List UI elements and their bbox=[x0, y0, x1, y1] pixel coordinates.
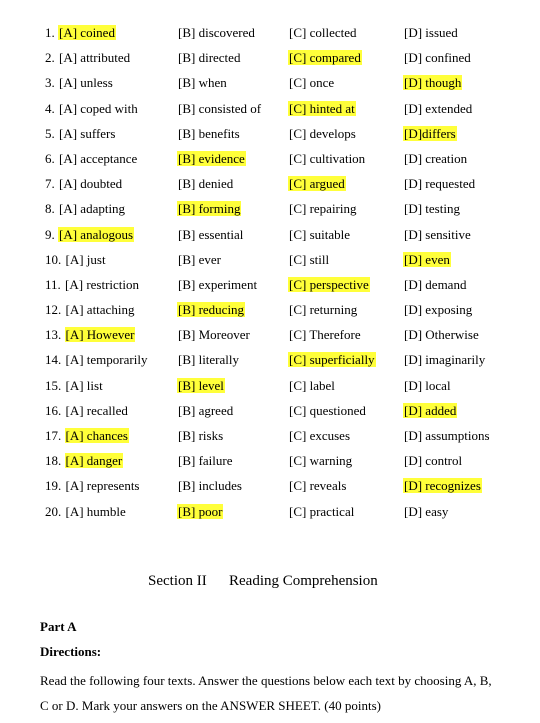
option-d-cell bbox=[403, 174, 476, 194]
option-c-cell bbox=[288, 350, 376, 370]
question-number-and-option-a bbox=[45, 99, 139, 119]
question-row bbox=[0, 348, 540, 373]
option-c-cell bbox=[288, 250, 330, 270]
option-b-cell bbox=[177, 426, 224, 446]
option-c: [C] develops bbox=[289, 125, 356, 141]
option-d-cell bbox=[403, 199, 461, 219]
option-d-cell bbox=[403, 325, 480, 345]
option-c: [C] warning bbox=[289, 453, 353, 469]
question-row bbox=[0, 21, 540, 46]
option-d: [D] local bbox=[404, 377, 451, 393]
question-number: 18. bbox=[45, 453, 62, 469]
option-c: [C] label bbox=[289, 377, 335, 393]
option-b: [B] consisted of bbox=[178, 100, 262, 116]
question-number: 1. bbox=[45, 25, 55, 40]
option-b: [B] includes bbox=[178, 478, 242, 494]
question-row bbox=[0, 122, 540, 147]
option-b-cell bbox=[177, 99, 262, 119]
option-b: [B] directed bbox=[178, 50, 241, 66]
question-number: 13. bbox=[45, 327, 62, 343]
option-d: [D]differs bbox=[404, 125, 456, 141]
question-number: 11. bbox=[45, 276, 61, 292]
option-b-cell bbox=[177, 225, 244, 245]
option-b: [B] level bbox=[178, 377, 224, 393]
option-c-cell bbox=[288, 300, 358, 320]
option-a: [A] doubted bbox=[59, 176, 123, 192]
question-row bbox=[0, 298, 540, 323]
option-d-cell bbox=[403, 99, 473, 119]
option-c-cell bbox=[288, 73, 335, 93]
question-row bbox=[0, 71, 540, 96]
option-b: [B] failure bbox=[178, 453, 233, 469]
option-b-cell bbox=[177, 300, 245, 320]
option-c-cell bbox=[288, 23, 358, 43]
option-d-cell bbox=[403, 451, 463, 471]
option-c: [C] hinted at bbox=[289, 100, 355, 116]
option-b-cell bbox=[177, 476, 243, 496]
option-a: [A] analogous bbox=[59, 226, 134, 242]
question-number: 12. bbox=[45, 302, 62, 318]
option-c-cell bbox=[288, 426, 351, 446]
option-c-cell bbox=[288, 48, 362, 68]
option-c: [C] repairing bbox=[289, 201, 357, 217]
question-row bbox=[0, 273, 540, 298]
part-heading: Part A bbox=[40, 619, 77, 634]
question-number-and-option-a bbox=[45, 225, 134, 245]
question-number-and-option-a bbox=[45, 149, 138, 169]
option-c-cell bbox=[288, 174, 346, 194]
question-row bbox=[0, 197, 540, 222]
option-b: [B] ever bbox=[178, 251, 221, 267]
question-number: 4. bbox=[45, 100, 55, 116]
option-a: [A] restriction bbox=[65, 276, 140, 292]
option-b: [B] risks bbox=[178, 428, 224, 443]
section-number: Section II bbox=[148, 573, 207, 589]
option-c-cell bbox=[288, 376, 336, 396]
option-b-cell bbox=[177, 376, 225, 396]
option-d-cell bbox=[403, 502, 449, 522]
option-d: [D] exposing bbox=[404, 302, 473, 318]
option-d-cell bbox=[403, 350, 486, 370]
option-b: [B] evidence bbox=[178, 150, 245, 166]
option-b: [B] forming bbox=[178, 201, 241, 217]
option-b-cell bbox=[177, 451, 234, 471]
question-number: 17. bbox=[45, 428, 62, 443]
option-b-cell bbox=[177, 502, 223, 522]
option-a: [A] humble bbox=[65, 503, 126, 519]
option-d: [D] extended bbox=[404, 100, 473, 116]
option-c-cell bbox=[288, 325, 362, 345]
question-number: 9. bbox=[45, 226, 55, 242]
option-d: [D] added bbox=[404, 402, 457, 418]
option-a: [A] However bbox=[65, 327, 135, 343]
option-c-cell bbox=[288, 451, 353, 471]
option-d: [D] imaginarily bbox=[404, 352, 486, 368]
option-d: [D] control bbox=[404, 453, 463, 469]
option-a: [A] recalled bbox=[65, 402, 128, 418]
question-number-and-option-a bbox=[45, 174, 123, 194]
option-c: [C] still bbox=[289, 251, 330, 267]
question-number-and-option-a bbox=[45, 502, 127, 522]
option-c: [C] returning bbox=[289, 302, 358, 318]
question-number-and-option-a bbox=[45, 250, 107, 270]
option-d-cell bbox=[403, 73, 462, 93]
question-number: 6. bbox=[45, 150, 55, 166]
question-number-and-option-a bbox=[45, 124, 116, 144]
question-row bbox=[0, 500, 540, 525]
question-row bbox=[0, 46, 540, 71]
option-a: [A] suffers bbox=[59, 125, 116, 141]
option-c: [C] suitable bbox=[289, 226, 351, 242]
question-row bbox=[0, 323, 540, 348]
option-c-cell bbox=[288, 502, 355, 522]
option-b-cell bbox=[177, 250, 222, 270]
question-row bbox=[0, 474, 540, 499]
question-number-and-option-a bbox=[45, 401, 129, 421]
option-d-cell bbox=[403, 476, 482, 496]
option-d: [D] testing bbox=[404, 201, 460, 217]
question-number-and-option-a bbox=[45, 476, 141, 496]
option-a: [A] list bbox=[65, 377, 103, 393]
question-row bbox=[0, 97, 540, 122]
question-number-and-option-a bbox=[45, 23, 116, 43]
option-d-cell bbox=[403, 48, 472, 68]
question-row bbox=[0, 223, 540, 248]
option-b-cell bbox=[177, 149, 246, 169]
option-b-cell bbox=[177, 23, 256, 43]
option-d: [D] creation bbox=[404, 150, 468, 166]
option-c-cell bbox=[288, 149, 366, 169]
option-d: [D] demand bbox=[404, 276, 467, 292]
question-number-and-option-a bbox=[45, 350, 148, 370]
option-a: [A] represents bbox=[65, 478, 140, 494]
option-a: [A] temporarily bbox=[65, 352, 148, 368]
option-c: [C] argued bbox=[289, 176, 345, 192]
option-b-cell bbox=[177, 401, 234, 421]
question-row bbox=[0, 147, 540, 172]
option-b-cell bbox=[177, 350, 240, 370]
question-row bbox=[0, 424, 540, 449]
option-c: [C] excuses bbox=[289, 428, 351, 443]
option-b-cell bbox=[177, 73, 228, 93]
question-number-and-option-a bbox=[45, 275, 140, 295]
option-a: [A] chances bbox=[65, 428, 128, 443]
option-a: [A] just bbox=[65, 251, 106, 267]
option-c: [C] once bbox=[289, 75, 335, 91]
option-b-cell bbox=[177, 275, 258, 295]
question-number: 3. bbox=[45, 75, 55, 91]
question-row bbox=[0, 449, 540, 474]
option-d: [D] assumptions bbox=[404, 428, 490, 443]
option-c: [C] Therefore bbox=[289, 327, 361, 343]
option-b: [B] essential bbox=[178, 226, 244, 242]
option-a: [A] coined bbox=[59, 25, 115, 40]
option-b: [B] Moreover bbox=[178, 327, 250, 343]
option-b: [B] agreed bbox=[178, 402, 234, 418]
option-d-cell bbox=[403, 149, 468, 169]
option-d-cell bbox=[403, 250, 451, 270]
option-d: [D] easy bbox=[404, 503, 449, 519]
option-b: [B] discovered bbox=[178, 25, 255, 40]
answer-key-list bbox=[0, 21, 540, 525]
option-d: [D] sensitive bbox=[404, 226, 471, 242]
option-d-cell bbox=[403, 401, 457, 421]
option-c: [C] cultivation bbox=[289, 150, 366, 166]
option-d: [D] recognizes bbox=[404, 478, 481, 494]
question-row bbox=[0, 399, 540, 424]
question-number-and-option-a bbox=[45, 73, 114, 93]
option-a: [A] unless bbox=[59, 75, 113, 91]
option-d-cell bbox=[403, 124, 457, 144]
option-b-cell bbox=[177, 124, 241, 144]
question-number-and-option-a bbox=[45, 48, 131, 68]
option-d: [D] requested bbox=[404, 176, 476, 192]
option-b: [B] literally bbox=[178, 352, 240, 368]
option-d-cell bbox=[403, 225, 472, 245]
option-b: [B] benefits bbox=[178, 125, 240, 141]
option-b-cell bbox=[177, 48, 241, 68]
option-d-cell bbox=[403, 300, 473, 320]
option-c-cell bbox=[288, 401, 367, 421]
directions-label: Directions: bbox=[40, 644, 102, 659]
option-d: [D] even bbox=[404, 251, 450, 267]
option-a: [A] adapting bbox=[59, 201, 126, 217]
option-d-cell bbox=[403, 23, 459, 43]
option-b: [B] poor bbox=[178, 503, 223, 519]
directions-text: Read the following four texts. Answer the questions below each text by choosing A, B, C or D. Mark your answers on the ANSWER SHEET. (40 points) bbox=[40, 673, 492, 713]
option-c: [C] compared bbox=[289, 50, 361, 66]
option-d-cell bbox=[403, 426, 491, 446]
question-number-and-option-a bbox=[45, 300, 135, 320]
option-c: [C] practical bbox=[289, 503, 355, 519]
option-c: [C] collected bbox=[289, 25, 357, 40]
option-d-cell bbox=[403, 275, 467, 295]
option-b: [B] reducing bbox=[178, 302, 245, 318]
option-d: [D] issued bbox=[404, 25, 458, 40]
option-c-cell bbox=[288, 124, 357, 144]
option-c-cell bbox=[288, 275, 370, 295]
option-a: [A] coped with bbox=[59, 100, 138, 116]
option-d: [D] confined bbox=[404, 50, 471, 66]
option-c-cell bbox=[288, 476, 347, 496]
option-b-cell bbox=[177, 199, 241, 219]
question-number-and-option-a bbox=[45, 451, 123, 471]
question-row bbox=[0, 374, 540, 399]
option-d: [D] Otherwise bbox=[404, 327, 479, 343]
question-number: 7. bbox=[45, 176, 55, 192]
question-number: 2. bbox=[45, 50, 55, 66]
option-c: [C] reveals bbox=[289, 478, 347, 494]
question-number: 16. bbox=[45, 402, 62, 418]
question-number: 10. bbox=[45, 251, 62, 267]
option-a: [A] attributed bbox=[59, 50, 131, 66]
question-row bbox=[0, 248, 540, 273]
question-number: 8. bbox=[45, 201, 55, 217]
question-number-and-option-a bbox=[45, 325, 135, 345]
option-b: [B] when bbox=[178, 75, 227, 91]
option-a: [A] danger bbox=[65, 453, 123, 469]
option-b: [B] denied bbox=[178, 176, 234, 192]
option-b-cell bbox=[177, 325, 251, 345]
question-number-and-option-a bbox=[45, 376, 104, 396]
option-c: [C] superficially bbox=[289, 352, 375, 368]
question-row bbox=[0, 172, 540, 197]
option-c-cell bbox=[288, 199, 358, 219]
option-a: [A] acceptance bbox=[59, 150, 138, 166]
option-b: [B] experiment bbox=[178, 276, 258, 292]
question-number: 19. bbox=[45, 478, 62, 494]
option-a: [A] attaching bbox=[65, 302, 135, 318]
question-number: 15. bbox=[45, 377, 62, 393]
option-d-cell bbox=[403, 376, 452, 396]
question-number: 5. bbox=[45, 125, 55, 141]
question-number: 14. bbox=[45, 352, 62, 368]
section-name: Reading Comprehension bbox=[229, 573, 378, 589]
question-number: 20. bbox=[45, 503, 62, 519]
option-c-cell bbox=[288, 225, 351, 245]
option-c: [C] perspective bbox=[289, 276, 369, 292]
option-b-cell bbox=[177, 174, 234, 194]
option-c: [C] questioned bbox=[289, 402, 366, 418]
question-number-and-option-a bbox=[45, 426, 129, 446]
option-c-cell bbox=[288, 99, 356, 119]
option-d: [D] though bbox=[404, 75, 462, 91]
question-number-and-option-a bbox=[45, 199, 126, 219]
